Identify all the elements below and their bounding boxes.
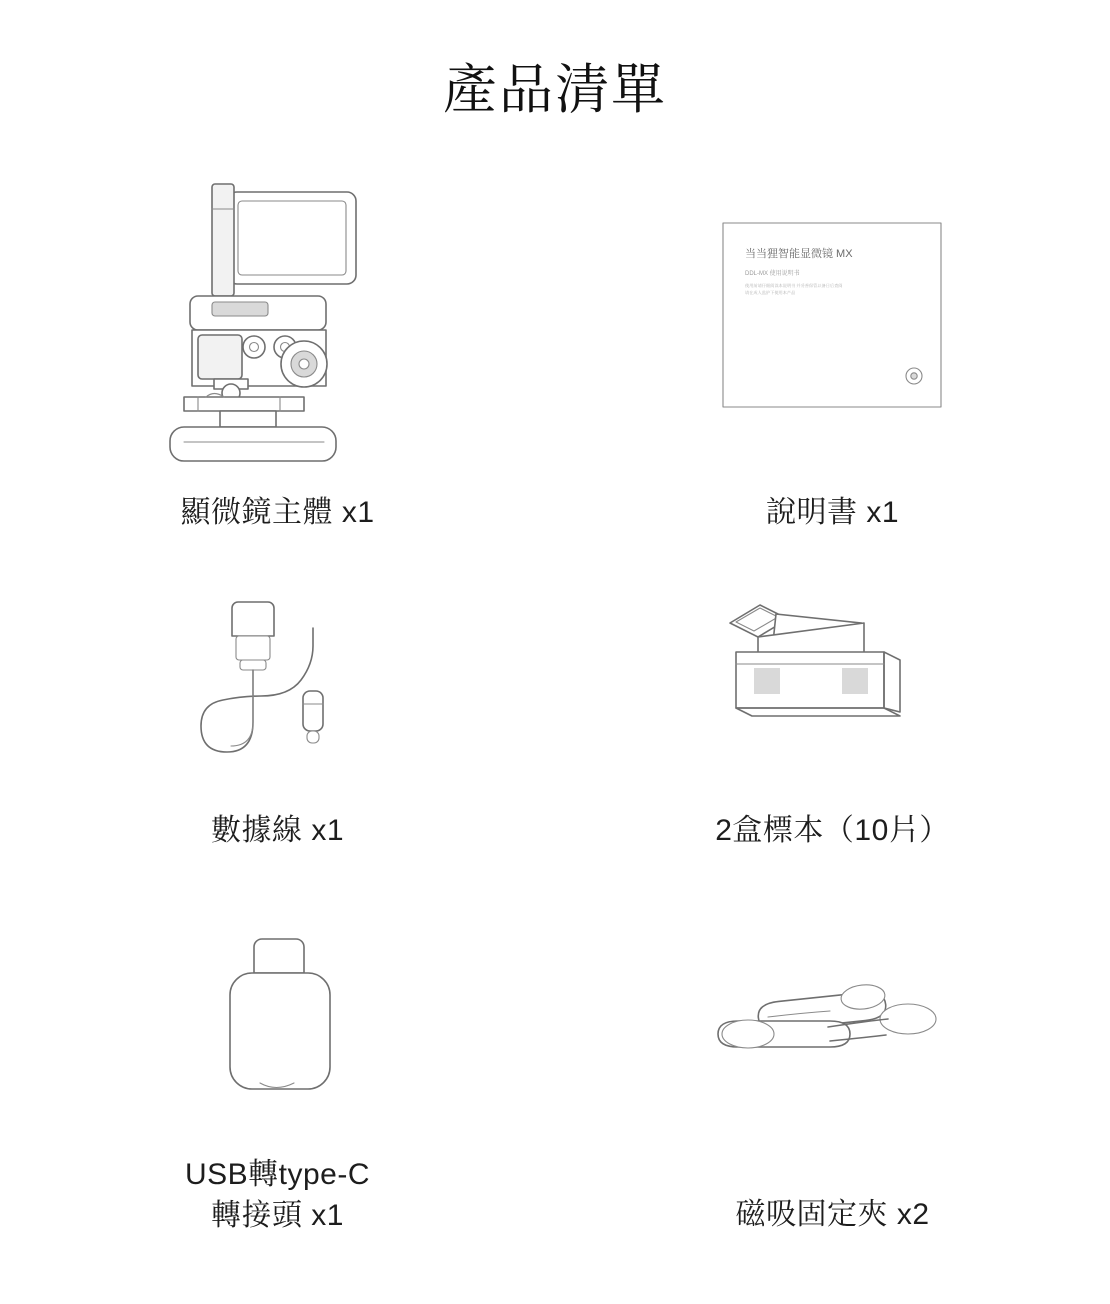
manual-fineprint-line2: 请在成人监护下使用本产品 — [744, 290, 795, 295]
item-cell-magnetic-clips — [555, 931, 1110, 1236]
item-caption: 數據線 x1 — [210, 813, 345, 847]
items-row — [0, 165, 1110, 534]
item-caption: 顯微鏡主體 x1 — [180, 496, 375, 529]
manual-fineprint-line1: 使用前请仔细阅读本说明书 并妥善保管以备日后查阅 — [744, 283, 842, 288]
item-cell-specimens — [555, 596, 1110, 852]
item-caption: 說明書 x1 — [765, 496, 900, 529]
items-row — [0, 596, 1110, 852]
microscope-icon — [128, 165, 428, 465]
item-caption: 磁吸固定夾 x2 — [735, 1198, 930, 1231]
manual-title-text: 当当狸智能显微镜 MX — [744, 248, 853, 260]
item-caption-line2: 轉接頭 x1 — [210, 1198, 344, 1232]
item-cell-adapter — [0, 931, 555, 1236]
item-caption-line1: USB轉type-C — [184, 1158, 371, 1191]
items-grid — [0, 165, 1110, 1236]
item-cell-microscope — [0, 165, 555, 534]
manual-booklet-icon — [718, 165, 948, 465]
item-cell-manual — [555, 165, 1110, 534]
items-row — [0, 931, 1110, 1236]
item-caption: 2盒標本（10片） — [715, 813, 950, 847]
magnetic-clip-icon — [708, 931, 958, 1121]
manual-subtitle-text: DDL-MX 使用说明书 — [744, 271, 800, 277]
item-caption — [185, 1155, 370, 1236]
usb-cable-icon — [178, 596, 378, 771]
page-title: 產品清單 — [443, 60, 667, 120]
usb-to-typec-adapter-icon — [188, 931, 368, 1121]
item-cell-cable — [0, 596, 555, 852]
specimen-slides-box-icon — [718, 596, 948, 771]
